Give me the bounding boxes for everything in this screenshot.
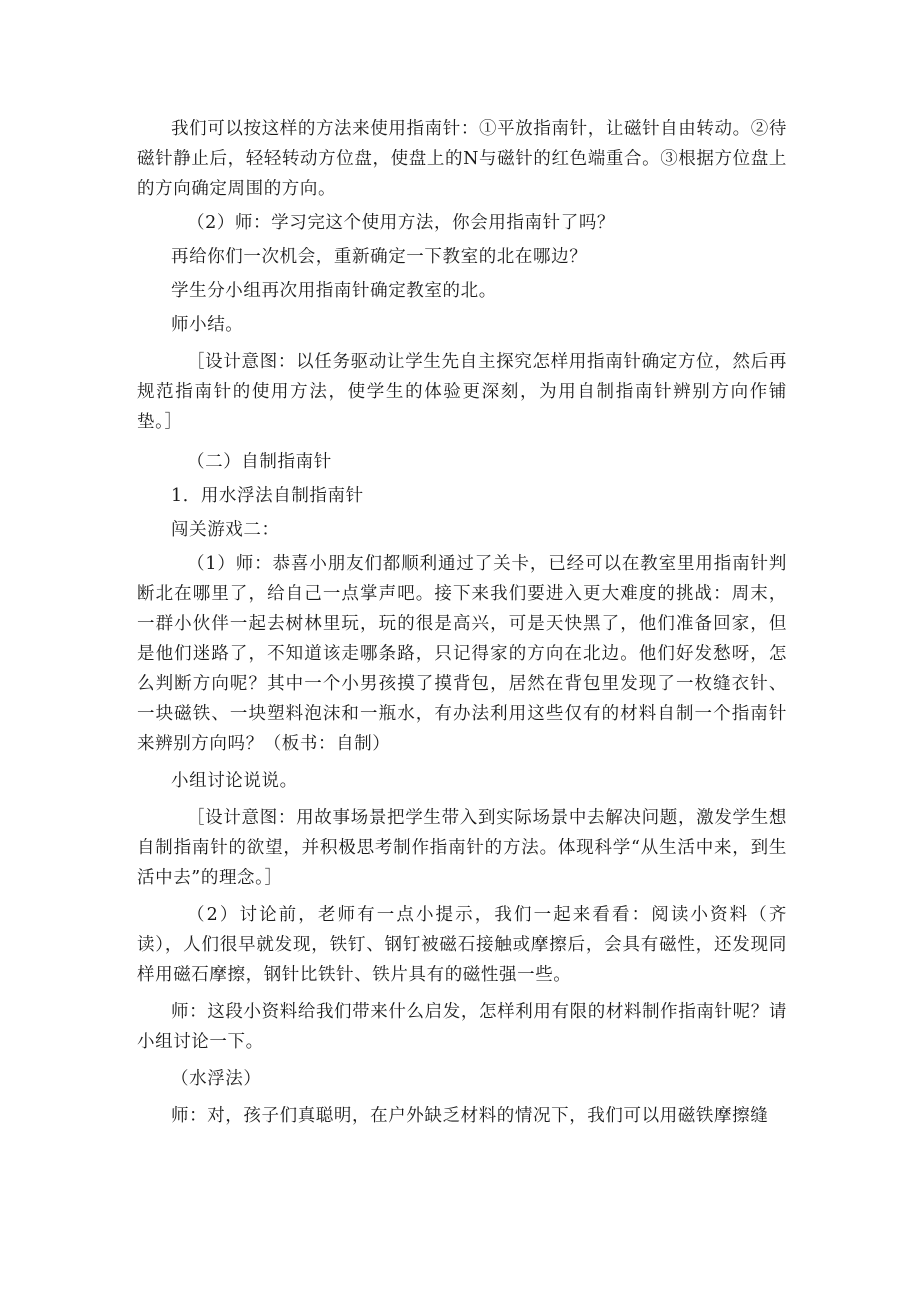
paragraph-summary: 师小结。	[171, 315, 244, 335]
paragraph-reading-material: （2）讨论前，老师有一点小提示，我们一起来看看：阅读小资料（齐读），人们很早就发现，铁钉、钢钉被磁石接触或摩擦后，会具有磁性，还发现同样用磁石摩擦，钢针比铁针、铁片具有的磁性强一些。	[137, 905, 787, 985]
subsection-heading-water-float: 1．用水浮法自制指南针	[171, 486, 364, 506]
paragraph-water-float-method: （水浮法）	[171, 1069, 262, 1089]
paragraph-second-chance: 再给你们一次机会，重新确定一下教室的北在哪边？	[171, 247, 588, 267]
paragraph-student-groups: 学生分小组再次用指南针确定教室的北。	[171, 281, 497, 301]
paragraph-story-scenario: （1）师：恭喜小朋友们都顺利通过了关卡，已经可以在教室里用指南针判断北在哪里了，给自己一点掌声吧。接下来我们要进入更大难度的挑战：周末，一群小伙伴一起去树林里玩，玩的很是高兴，可是天快黑了，他们准备回家，但是他们迷路了，不知道该走哪条路，只记得家的方向在北边。他们好发愁呀，怎么判断方向呢？其中一个小男孩摸了摸背包，居然在背包里发现了一枚缝衣针、一块磁铁、一块塑料泡沫和一瓶水，有办法利用这些仅有的材料自制一个指南针来辨别方向吗？（板书：自制）	[137, 554, 787, 754]
paragraph-group-discussion: 小组讨论说说。	[171, 771, 298, 791]
paragraph-level-game-two: 闯关游戏二：	[171, 520, 280, 540]
paragraph-design-intent-1: ［设计意图：以任务驱动让学生先自主探究怎样用指南针确定方位，然后再规范指南针的使用方法，使学生的体验更深刻，为用自制指南针辨别方向作铺垫。］	[137, 352, 787, 432]
paragraph-design-intent-2: ［设计意图：用故事场景把学生带入到实际场景中去解决问题，激发学生想自制指南针的欲望，并积极思考制作指南针的方法。体现科学“从生活中来，到生活中去”的理念。］	[137, 808, 787, 888]
paragraph-inspiration: 师：这段小资料给我们带来什么启发，怎样利用有限的材料制作指南针呢？请小组讨论一下。	[137, 1002, 787, 1052]
document-body	[137, 114, 787, 1131]
paragraph-teacher-question: （2）师：学习完这个使用方法，你会用指南针了吗？	[187, 213, 616, 233]
paragraph-teacher-praise: 师：对，孩子们真聪明，在户外缺乏材料的情况下，我们可以用磁铁摩擦缝	[171, 1106, 769, 1126]
paragraph-usage-steps: 我们可以按这样的方法来使用指南针：①平放指南针，让磁针自由转动。②待磁针静止后，轻轻转动方位盘，使盘上的N与磁针的红色端重合。③根据方位盘上的方向确定周围的方向。	[137, 119, 787, 199]
section-heading-homemade-compass: （二）自制指南针	[187, 452, 332, 472]
